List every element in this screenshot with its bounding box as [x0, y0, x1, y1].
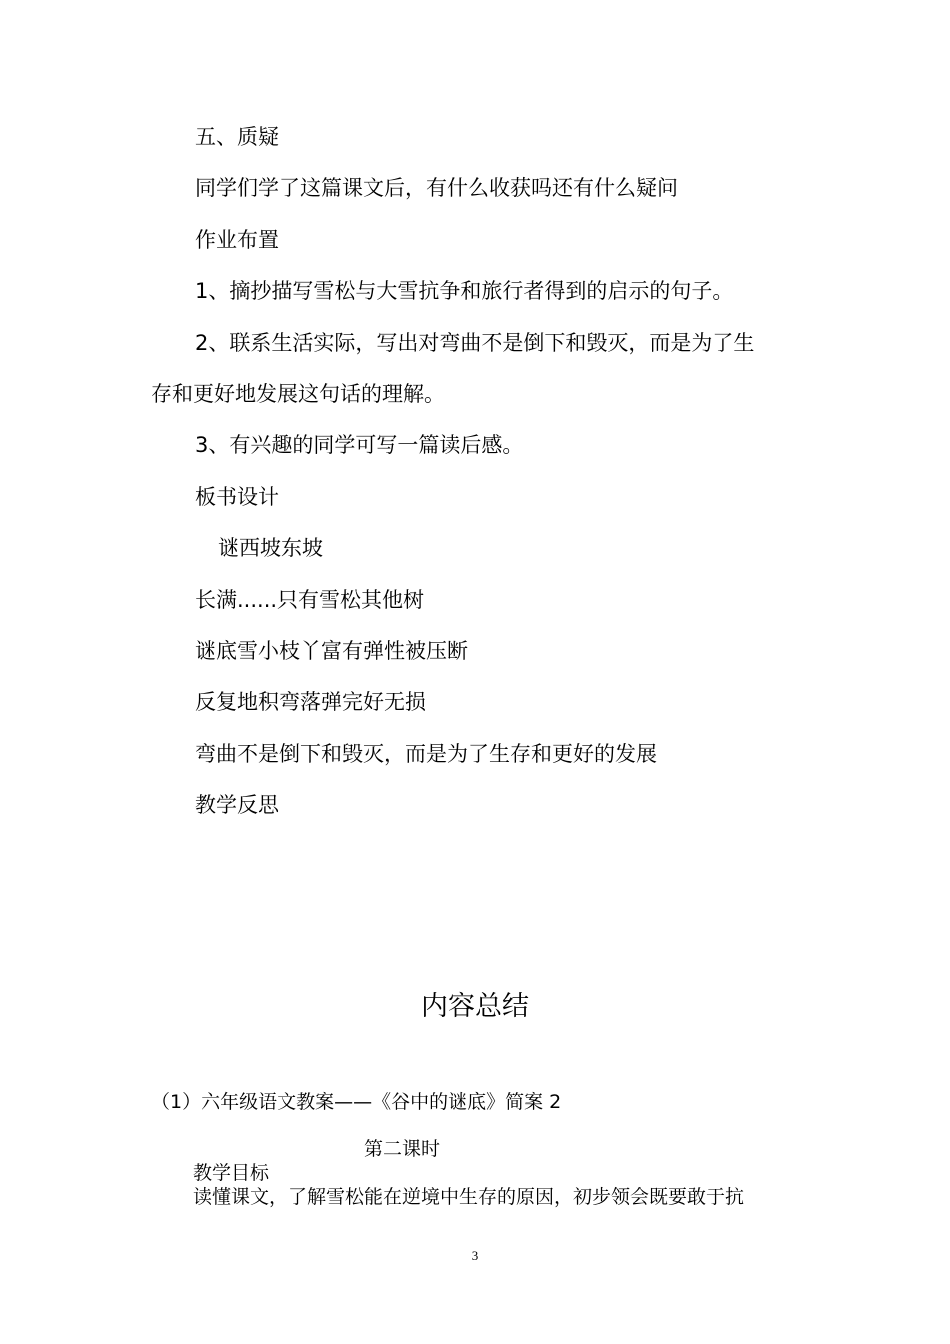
homework-item-1: 1、摘抄描写雪松与大雪抗争和旅行者得到的启示的句子。	[195, 279, 734, 303]
summary-goal-heading: 教学目标	[193, 1162, 270, 1184]
homework-item-2: 2、联系生活实际，写出对弯曲不是倒下和毁灭，而是为了生	[195, 331, 755, 355]
board-line: 谜西坡东坡	[218, 536, 323, 560]
board-line: 反复地积弯落弹完好无损	[195, 690, 426, 714]
page-number: 3	[471, 1248, 479, 1263]
section-heading-questions: 五、质疑	[195, 125, 279, 149]
summary-lesson-label: 第二课时	[364, 1138, 441, 1160]
board-line: 长满......只有雪松其他树	[195, 588, 425, 612]
summary-goal-text: 读懂课文，了解雪松能在逆境中生存的原因，初步领会既要敢于抗	[193, 1186, 745, 1208]
paragraph-line: 同学们学了这篇课文后，有什么收获吗还有什么疑问	[195, 176, 678, 200]
summary-title: 内容总结	[421, 991, 529, 1022]
homework-item-3: 3、有兴趣的同学可写一篇读后感。	[195, 433, 524, 457]
section-heading-board-design: 板书设计	[195, 485, 279, 509]
summary-source-line: （1）六年级语文教案——《谷中的谜底》简案 2	[151, 1091, 562, 1113]
homework-item-2-continued: 存和更好地发展这句话的理解。	[151, 382, 445, 406]
board-line: 弯曲不是倒下和毁灭，而是为了生存和更好的发展	[195, 742, 657, 766]
board-line: 谜底雪小枝丫富有弹性被压断	[195, 639, 468, 663]
section-heading-homework: 作业布置	[195, 228, 279, 252]
section-heading-reflection: 教学反思	[195, 793, 279, 817]
